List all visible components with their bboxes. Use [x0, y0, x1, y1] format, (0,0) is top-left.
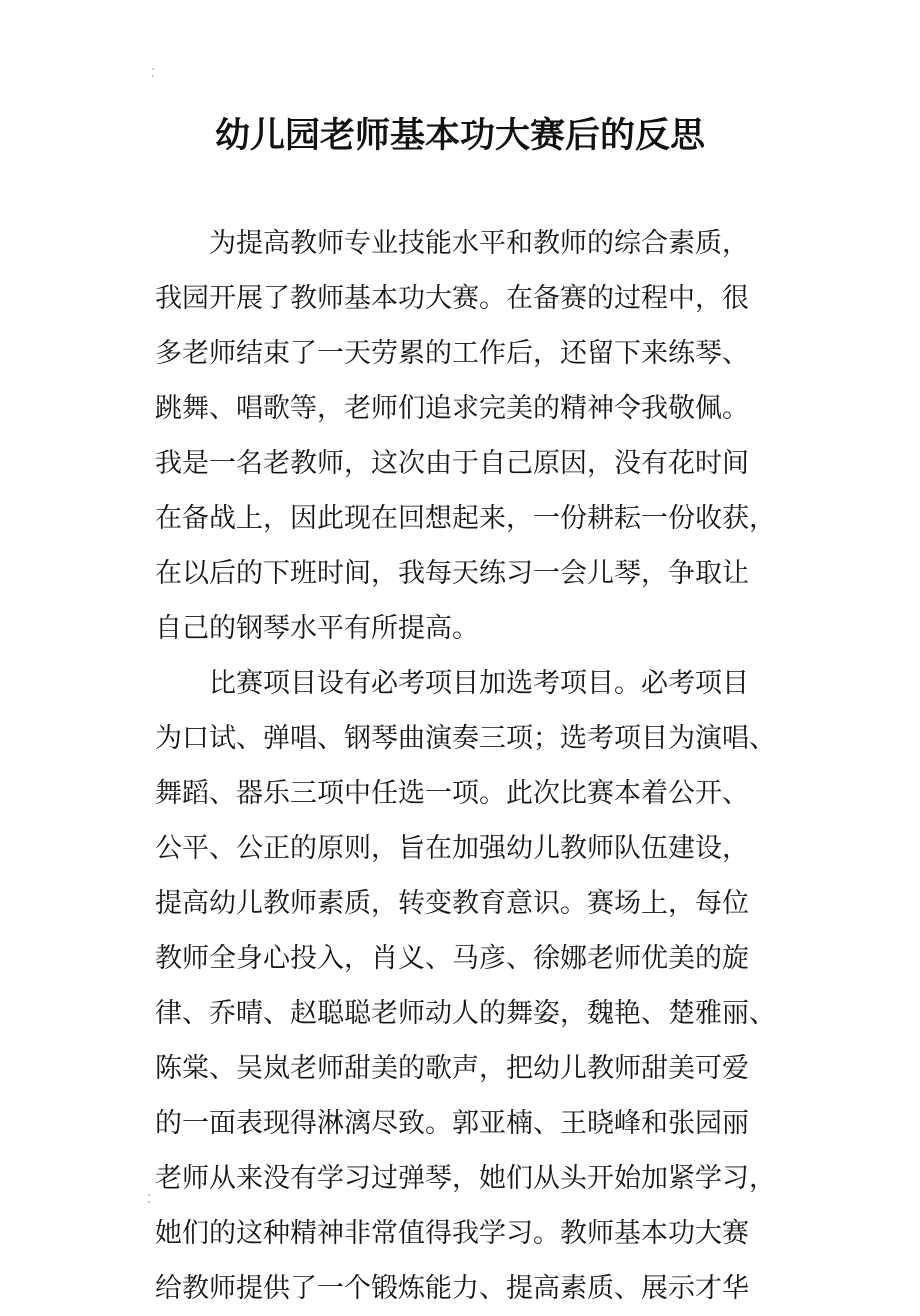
- paragraph-2-line: 教师全身心投入，肖义、马彦、徐娜老师优美的旋: [155, 943, 749, 974]
- paragraph-1-line: 为提高教师专业技能水平和教师的综合素质，: [209, 228, 749, 259]
- paragraph-2-line: 比赛项目设有必考项目加选考项目。必考项目: [209, 668, 749, 699]
- paragraph-1-line: 我园开展了教师基本功大赛。在备赛的过程中，很: [155, 283, 749, 314]
- paragraph-2-line: 律、乔晴、赵聪聪老师动人的舞姿，魏艳、楚雅丽、: [155, 998, 776, 1029]
- paragraph-2-line: 她们的这种精神非常值得我学习。教师基本功大赛: [155, 1218, 749, 1249]
- paragraph-1-line: 自己的钢琴水平有所提高。: [155, 613, 479, 644]
- corner-mark-top: [150, 66, 156, 80]
- paragraph-2-line: 舞蹈、器乐三项中任选一项。此次比赛本着公开、: [155, 778, 749, 809]
- document-title: 幼儿园老师基本功大赛后的反思: [214, 116, 705, 156]
- paragraph-2-line: 陈棠、吴岚老师甜美的歌声，把幼儿教师甜美可爱: [155, 1053, 749, 1084]
- paragraph-2-line: 老师从来没有学习过弹琴，她们从头开始加紧学习，: [155, 1163, 776, 1194]
- paragraph-1-line: 我是一名老教师，这次由于自己原因，没有花时间: [155, 448, 749, 479]
- paragraph-1-line: 多老师结束了一天劳累的工作后，还留下来练琴、: [155, 338, 749, 369]
- paragraph-1-line: 在备战上，因此现在回想起来，一份耕耘一份收获，: [155, 503, 776, 534]
- paragraph-2-line: 的一面表现得淋漓尽致。郭亚楠、王晓峰和张园丽: [155, 1108, 749, 1139]
- paragraph-2-line: 为口试、弹唱、钢琴曲演奏三项；选考项目为演唱、: [155, 723, 776, 754]
- paragraph-2-line: 给教师提供了一个锻炼能力、提高素质、展示才华: [155, 1273, 749, 1304]
- paragraph-2-line: 提高幼儿教师素质，转变教育意识。赛场上，每位: [155, 888, 749, 919]
- paragraph-1-line: 跳舞、唱歌等，老师们追求完美的精神令我敬佩。: [155, 393, 749, 424]
- paragraph-2-line: 公平、公正的原则，旨在加强幼儿教师队伍建设，: [155, 833, 749, 864]
- paragraph-1-line: 在以后的下班时间，我每天练习一会儿琴，争取让: [155, 558, 749, 589]
- corner-mark-bottom: [146, 1192, 152, 1206]
- document-body: [155, 216, 785, 1316]
